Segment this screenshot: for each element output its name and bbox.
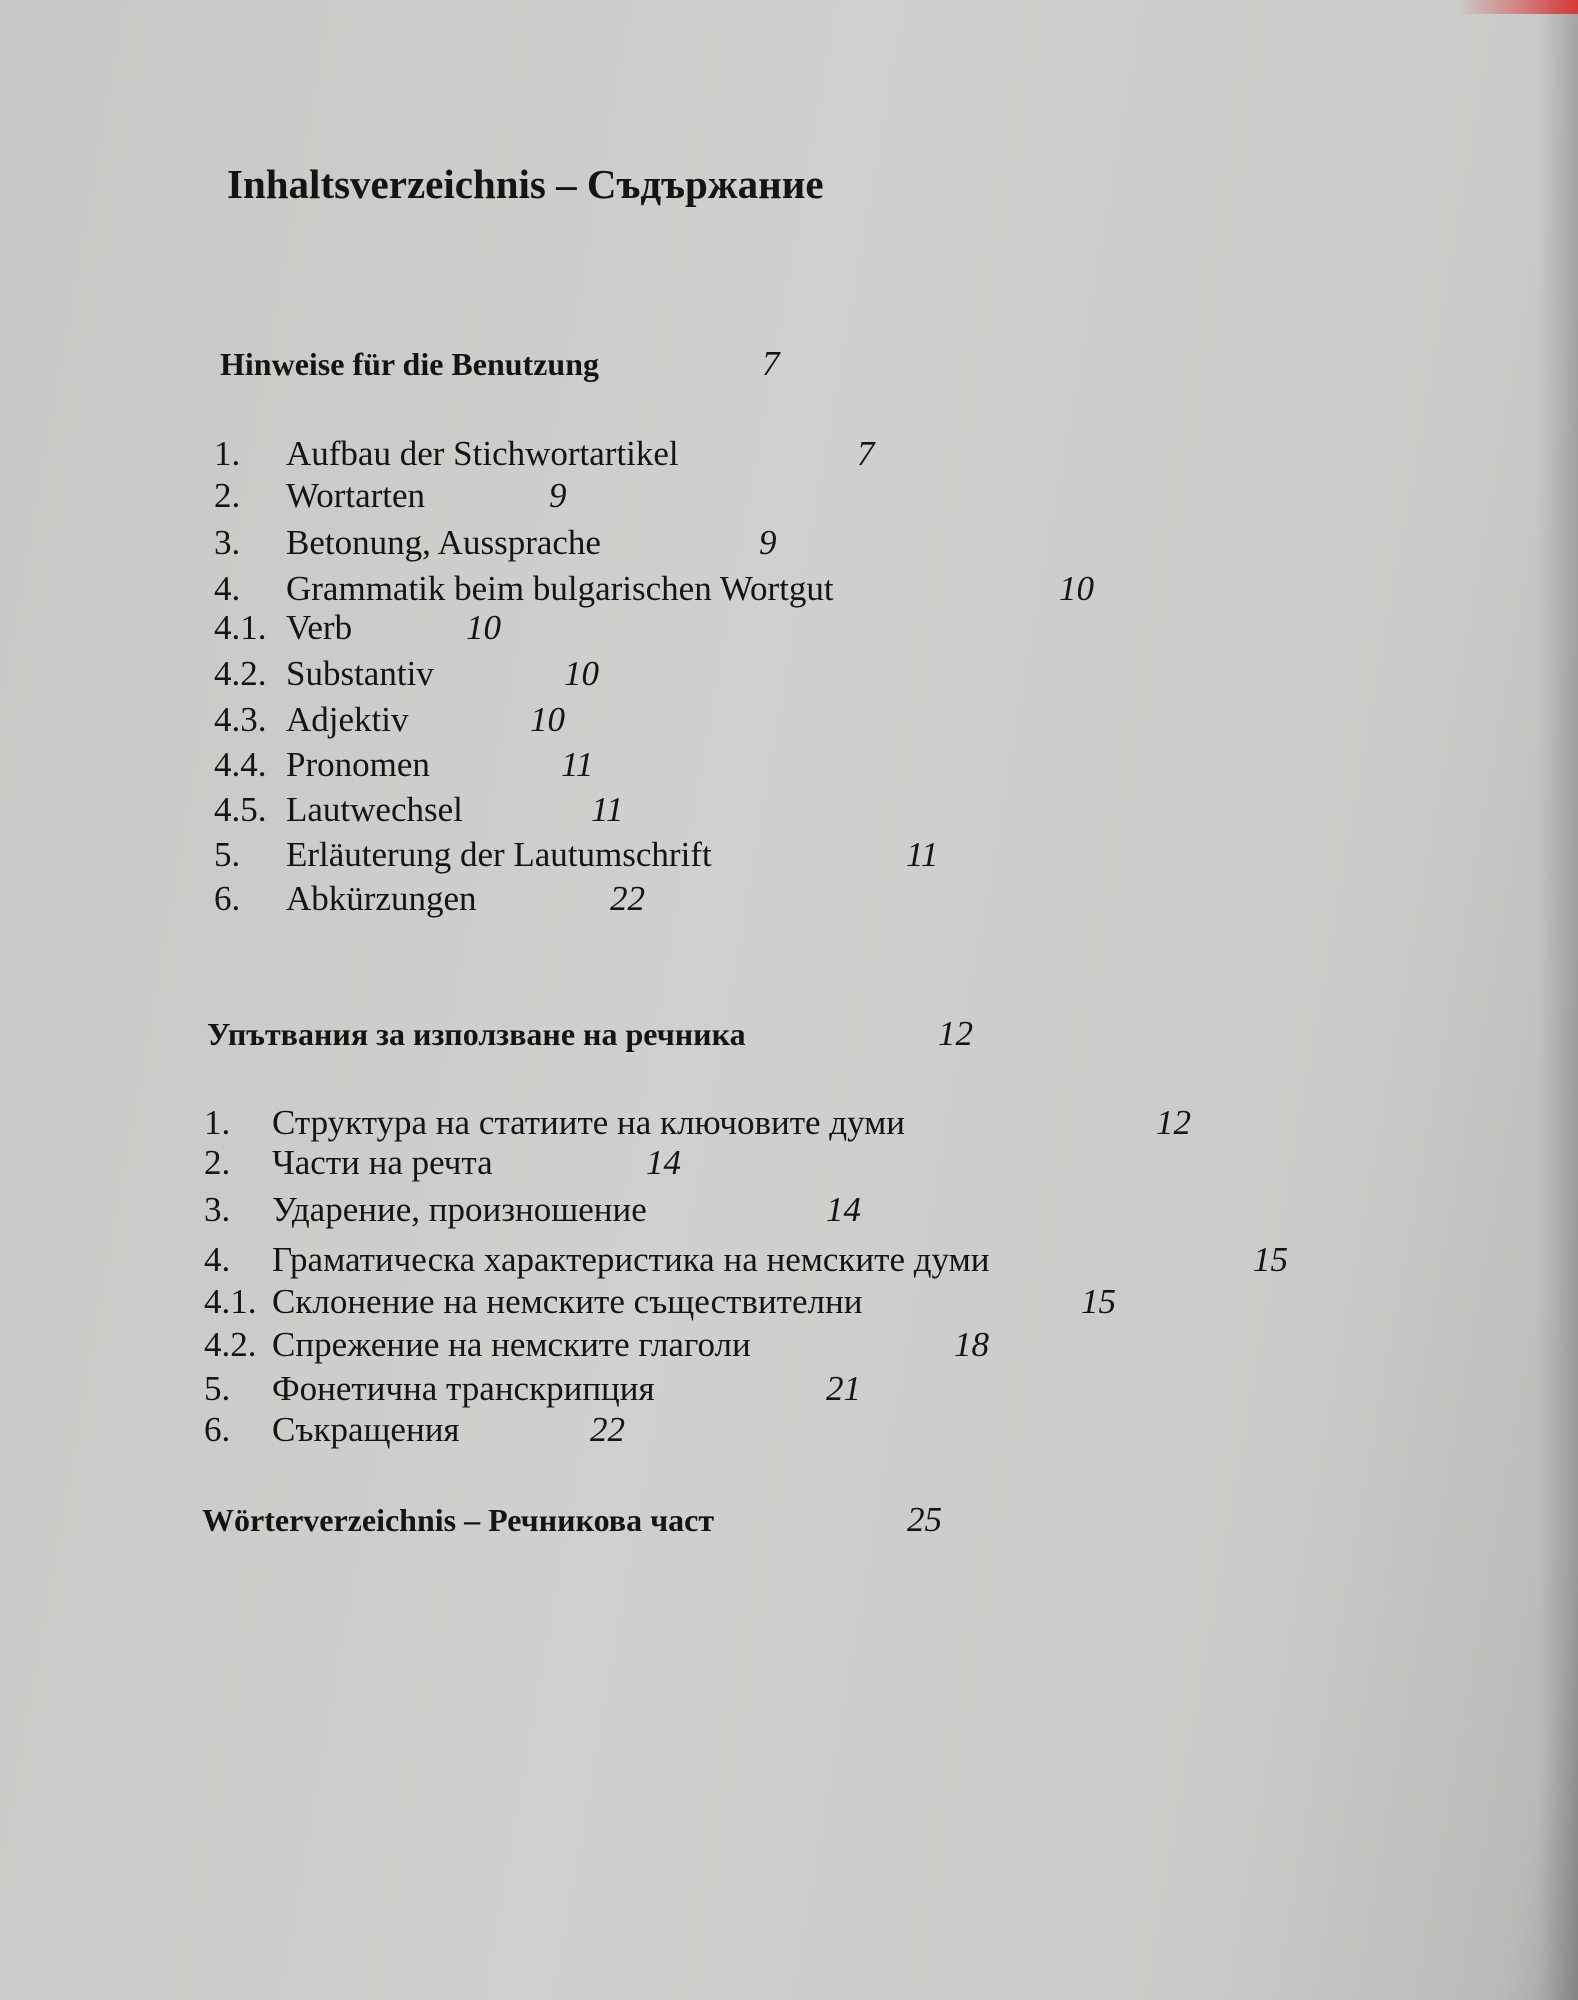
toc-entry-number: 2. (204, 1143, 231, 1182)
toc-entry-number: 4. (204, 1240, 231, 1279)
toc-entry-number: 5. (204, 1369, 231, 1408)
toc-entry-number: 4.2. (214, 654, 267, 693)
toc-entry-label: Спрежение на немските глаголи (272, 1325, 751, 1364)
section-heading: Hinweise für die Benutzung (220, 346, 599, 382)
toc-entry-number: 4.5. (214, 790, 267, 829)
toc-entry-label: Фонетична транскрипция (272, 1369, 655, 1408)
toc-entry-page: 14 (646, 1143, 681, 1182)
toc-entry-page: 10 (564, 654, 599, 693)
toc-entry-number: 4. (214, 569, 241, 608)
toc-entry-number: 3. (204, 1190, 231, 1229)
toc-entry-number: 4.2. (204, 1325, 257, 1364)
toc-entry-page: 11 (591, 790, 624, 829)
toc-entry-page: 10 (1059, 569, 1094, 608)
section-page-number: 12 (938, 1014, 973, 1053)
toc-entry-number: 6. (214, 879, 241, 918)
toc-entry-page: 11 (906, 835, 939, 874)
toc-entry-number: 4.3. (214, 700, 267, 739)
toc-entry-page: 14 (826, 1190, 861, 1229)
toc-entry-label: Структура на статиите на ключовите думи (272, 1103, 906, 1142)
toc-entry-number: 1. (204, 1103, 231, 1142)
toc-entry-label: Substantiv (286, 654, 434, 693)
toc-entry-number: 6. (204, 1410, 231, 1449)
toc-entry-label: Граматическа характеристика на немските думи (272, 1240, 990, 1279)
toc-entry-page: 11 (561, 745, 594, 784)
toc-entry-page: 10 (466, 608, 501, 647)
toc-entry-label: Lautwechsel (286, 790, 463, 829)
toc-entry-page: 9 (759, 523, 777, 562)
toc-entry-number: 4.1. (214, 608, 267, 647)
toc-entry-page: 10 (530, 700, 565, 739)
page-title: Inhaltsverzeichnis – Съдържание (227, 161, 824, 207)
toc-entry-label: Erläuterung der Lautumschrift (286, 835, 712, 874)
toc-entry-number: 4.4. (214, 745, 267, 784)
toc-entry-page: 7 (857, 434, 875, 473)
section-page-number: 25 (907, 1500, 942, 1539)
toc-entry-label: Склонение на немските съществителни (272, 1282, 863, 1321)
section-heading: Упътвания за използване на речника (207, 1016, 746, 1052)
toc-entry-number: 4.1. (204, 1282, 257, 1321)
toc-entry-label: Betonung, Aussprache (286, 523, 601, 562)
toc-entry-label: Wortarten (286, 476, 426, 515)
toc-entry-label: Verb (286, 608, 353, 647)
toc-entry-label: Grammatik beim bulgarischen Wortgut (286, 569, 834, 608)
toc-entry-page: 21 (826, 1369, 861, 1408)
toc-entry-number: 5. (214, 835, 241, 874)
toc-entry-label: Abkürzungen (286, 879, 477, 918)
toc-entry-page: 15 (1253, 1240, 1288, 1279)
toc-entry-label: Ударение, произношение (272, 1190, 647, 1229)
toc-entry-page: 22 (590, 1410, 625, 1449)
toc-entry-label: Aufbau der Stichwortartikel (286, 434, 679, 473)
toc-entry-page: 15 (1081, 1282, 1116, 1321)
toc-entry-label: Adjektiv (286, 700, 409, 739)
page-edge-shadow (1538, 0, 1578, 2000)
red-cover-edge (1458, 0, 1578, 14)
toc-entry-page: 22 (610, 879, 645, 918)
toc-entry-page: 12 (1156, 1103, 1191, 1142)
section-page-number: 7 (762, 344, 780, 383)
toc-entry-label: Части на речта (272, 1143, 493, 1182)
toc-entry-page: 18 (954, 1325, 989, 1364)
toc-entry-label: Pronomen (286, 745, 430, 784)
section-heading: Wörterverzeichnis – Речникова част (202, 1502, 715, 1538)
toc-entry-label: Съкращения (272, 1410, 460, 1449)
toc-entry-page: 9 (549, 476, 567, 515)
toc-entry-number: 2. (214, 476, 241, 515)
toc-entry-number: 3. (214, 523, 241, 562)
toc-entry-number: 1. (214, 434, 241, 473)
